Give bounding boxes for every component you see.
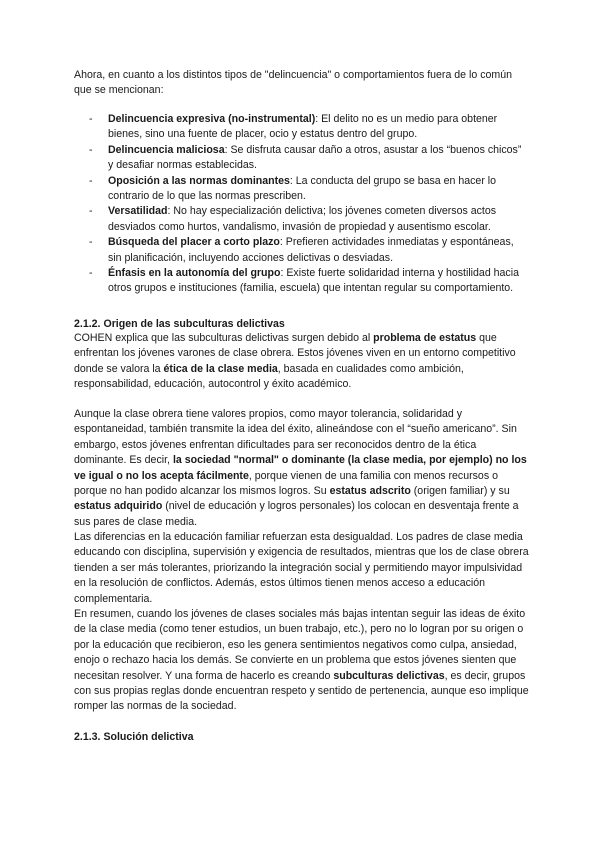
list-item (74, 235, 529, 266)
section-heading-solution: 2.1.3. Solución delictiva (74, 731, 194, 743)
bold-run: estatus adquirido (74, 500, 163, 513)
list-dash: - (89, 267, 93, 280)
text-run: Aunque la clase obrera tiene valores propios, como mayor tolerancia, solidaridad y espontaneidad, también transmite la idea del éxito, alineándose con el “sueño americano”. Sin embargo, estos jóvenes enfrentan dificultades para ser reconocidos dentro de la ética dominante. Es decir, (74, 408, 517, 467)
list-text: : Prefieren actividades inmediatas y espontáneas, sin planificación, incluyendo acciones delictivas o desviadas. (108, 236, 514, 264)
list-item (74, 266, 529, 297)
list-term: Oposición a las normas dominantes (108, 174, 290, 187)
origin-paragraph-4 (74, 607, 529, 715)
list-term: Búsqueda del placer a corto plazo (108, 236, 280, 249)
list-item (74, 204, 529, 235)
origin-paragraph-2 (74, 407, 529, 530)
list-dash: - (89, 174, 93, 187)
bold-run: problema de estatus (373, 332, 477, 344)
text-run: (origen familiar) y su (410, 485, 510, 498)
list-text: : Existe fuerte solidaridad interna y hostilidad hacia otros grupos e instituciones (familia, escuela) que intentan regular su comportamiento. (108, 267, 519, 295)
list-term: Versatilidad (108, 205, 168, 218)
list-text: : Se disfruta causar daño a otros, asustar a los “buenos chicos” y desafiar normas establecidas. (108, 143, 522, 172)
list-text: : La conducta del grupo se basa en hacer lo contrario de lo que las normas prescriben. (108, 174, 497, 203)
list-text: : No hay especialización delictiva; los jóvenes cometen diversos actos desviados como hurtos, vandalismo, invasión de propiedad y ausentismo escolar. (108, 205, 497, 233)
text-run: COHEN explica que las subculturas delictivas surgen debido al (74, 332, 374, 344)
list-dash: - (89, 236, 93, 249)
intro-paragraph: Ahora, en cuanto a los distintos tipos de "delincuencia" o comportamientos fuera de lo común que se mencionan: (74, 69, 513, 97)
bold-run: la sociedad "normal" o dominante (la clase media, por ejemplo) no los ve igual o no los acepta fácilmente (74, 454, 527, 482)
origin-paragraph-1 (74, 331, 529, 393)
list-item (74, 112, 529, 143)
list-term: Delincuencia expresiva (no-instrumental) (108, 113, 316, 125)
section-heading-origin: 2.1.2. Origen de las subculturas delictivas (74, 318, 285, 330)
text-run: , basada en cualidades como ambición, responsabilidad, educación, autocontrol y éxito académico. (74, 362, 464, 391)
text-run: , es decir, grupos con sus propias reglas donde encuentran respeto y sentido de pertenencia, aunque eso implique romper las normas de la sociedad. (74, 669, 529, 713)
list-item (74, 143, 529, 174)
list-dash: - (89, 143, 93, 156)
text-run: (nivel de educación y logros personales) los colocan en desventaja frente a sus pares de clase media. (74, 500, 519, 528)
list-item (74, 174, 529, 205)
text-run: En resumen, cuando los jóvenes de clases sociales más bajas intentan seguir las ideas de éxito de la clase media (como tener estudios, un buen trabajo, etc.), pero no lo logran por su origen o por la educación que recibieron, eso les genera sentimientos negativos como culpa, ansiedad, enojo o rechazo hacia los demás. Se convierte en un problema que estos jóvenes sienten que necesitan resolver. Y una forma de hacerlo es creando (74, 608, 526, 682)
list-dash: - (89, 205, 93, 218)
list-dash: - (89, 113, 93, 125)
bold-run: subculturas delictivas (333, 669, 445, 682)
delinquency-types-list (74, 112, 529, 297)
origin-paragraph-3: Las diferencias en la educación familiar refuerzan esta desigualdad. Los padres de clase media educando con disciplina, supervisión y exigencia de resultados, mientras que los de clase obrera tienden a ser más tolerantes, priorizando la integración social y permitiendo mayor impulsividad en la resolución de conflictos. Además, estos últimos tienen menos acceso a educación complementaria. (74, 531, 529, 605)
list-term: Énfasis en la autonomía del grupo (108, 267, 281, 280)
list-text: : El delito no es un medio para obtener bienes, sino una fuente de placer, ocio y estatus dentro del grupo. (108, 113, 498, 141)
list-term: Delincuencia maliciosa (108, 143, 225, 156)
text-run: que enfrentan los jóvenes varones de clase obrera. Estos jóvenes viven en un entorno competitivo donde se valora la (74, 332, 516, 375)
text-run: , porque vienen de una familia con menos recursos o porque no han podido alcanzar los mismos logros. Su (74, 469, 498, 498)
bold-run: ética de la clase media (163, 362, 278, 375)
bold-run: estatus adscrito (329, 485, 411, 498)
